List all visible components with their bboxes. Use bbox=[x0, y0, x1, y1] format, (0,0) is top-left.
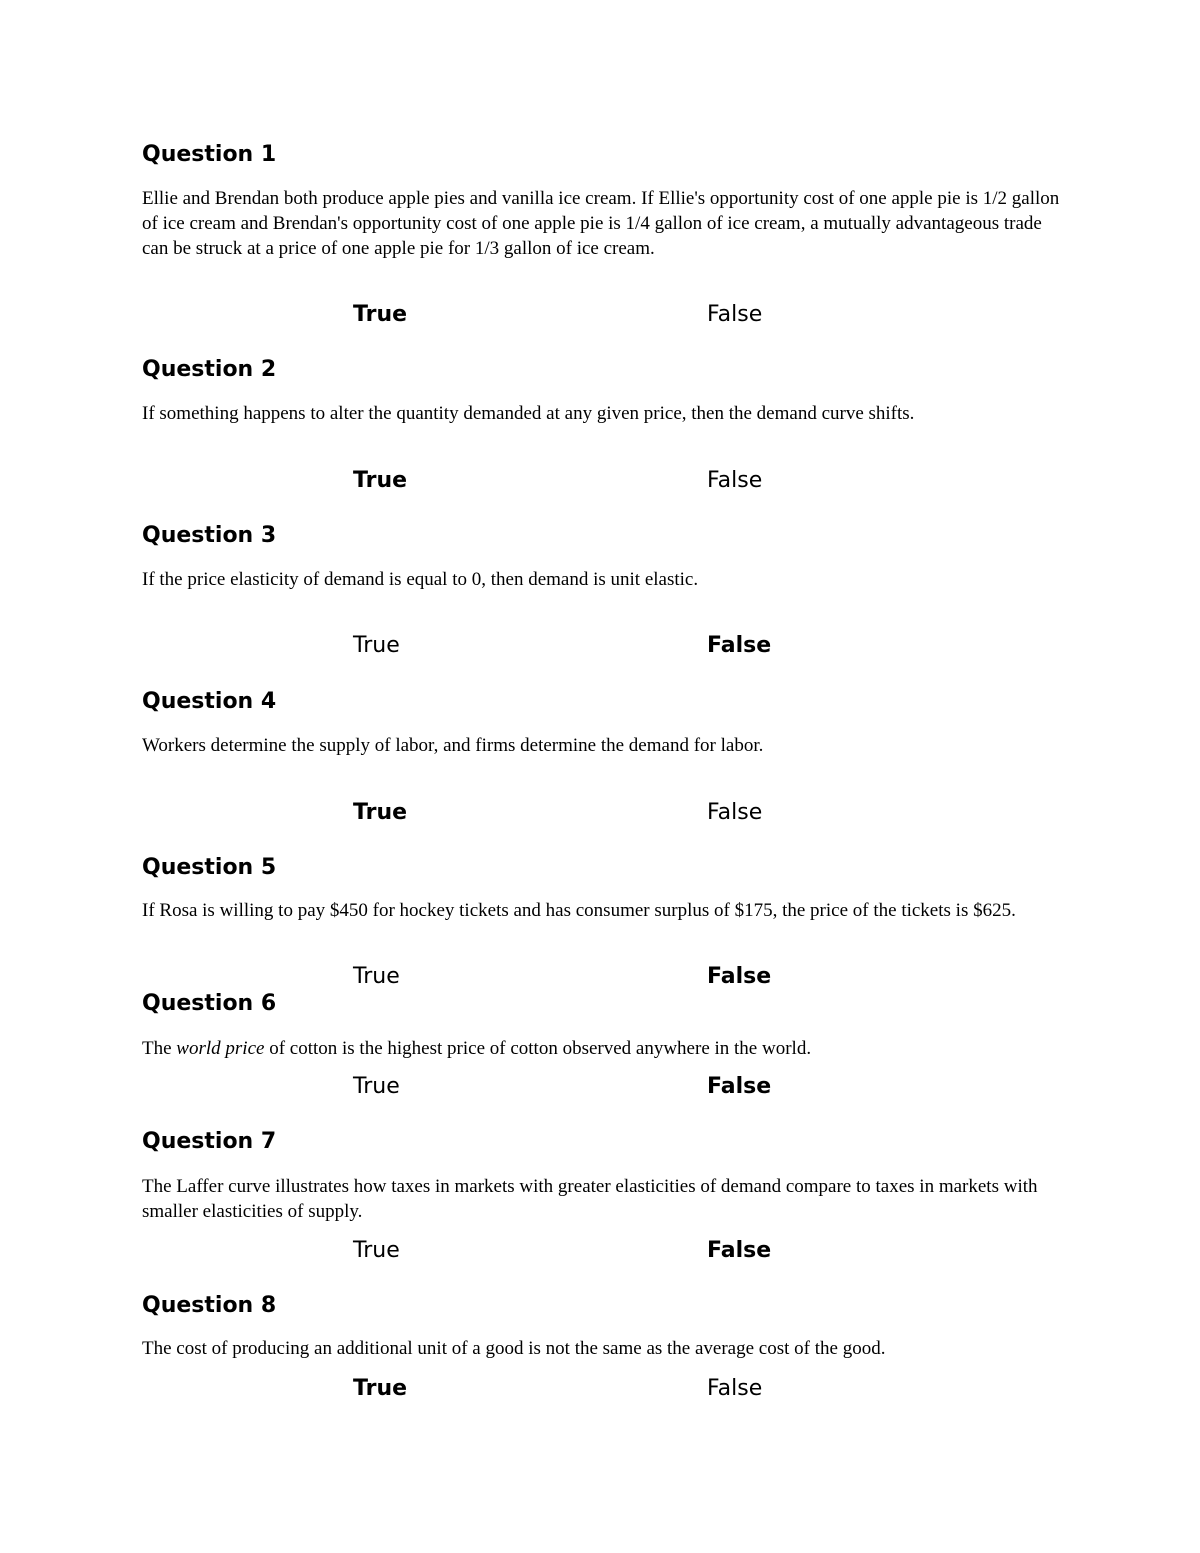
question-title: Question 7 bbox=[142, 1129, 277, 1154]
false-option[interactable]: False bbox=[707, 1074, 772, 1099]
question-text: The cost of producing an additional unit of a good is not the same as the average cost of the good. bbox=[142, 1338, 886, 1359]
true-option[interactable]: True bbox=[353, 1074, 400, 1099]
question-title: Question 1 bbox=[142, 142, 277, 167]
question-text: If the price elasticity of demand is equal to 0, then demand is unit elastic. bbox=[142, 569, 699, 590]
question-text-before: The bbox=[142, 1038, 177, 1059]
true-option[interactable]: True bbox=[353, 800, 408, 825]
false-option[interactable]: False bbox=[707, 633, 772, 658]
false-option[interactable]: False bbox=[707, 800, 763, 825]
true-option[interactable]: True bbox=[353, 633, 400, 658]
question-text: If something happens to alter the quantity demanded at any given price, then the demand curve shifts. bbox=[142, 403, 915, 424]
question-text-after: of cotton is the highest price of cotton observed anywhere in the world. bbox=[264, 1038, 812, 1059]
question-text-emphasis: world price bbox=[176, 1038, 265, 1059]
false-option[interactable]: False bbox=[707, 1376, 763, 1401]
question-title: Question 6 bbox=[142, 991, 277, 1016]
question-text: Ellie and Brendan both produce apple pies and vanilla ice cream. If Ellie's opportunity cost of one apple pie is 1/2 gallon of ice cream and Brendan's opportunity cost of one apple pie is 1/4 gallon of ice cream, a mutually advantageous trade can be struck at a price of one apple pie for 1/3 gallon of ice cream. bbox=[142, 188, 1060, 259]
true-option[interactable]: True bbox=[353, 1376, 408, 1401]
question-title: Question 5 bbox=[142, 855, 277, 880]
false-option[interactable]: False bbox=[707, 468, 763, 493]
question-text: The Laffer curve illustrates how taxes in markets with greater elasticities of demand compare to taxes in markets with smaller elasticities of supply. bbox=[142, 1176, 1038, 1222]
true-option[interactable]: True bbox=[353, 468, 408, 493]
true-option[interactable]: True bbox=[353, 1238, 400, 1263]
true-option[interactable]: True bbox=[353, 964, 400, 989]
false-option[interactable]: False bbox=[707, 964, 772, 989]
question-title: Question 4 bbox=[142, 689, 277, 714]
question-text: If Rosa is willing to pay $450 for hockey tickets and has consumer surplus of $175, the price of the tickets is $625. bbox=[142, 900, 1016, 921]
false-option[interactable]: False bbox=[707, 302, 763, 327]
question-title: Question 8 bbox=[142, 1293, 277, 1318]
question-text: Workers determine the supply of labor, and firms determine the demand for labor. bbox=[142, 735, 764, 756]
false-option[interactable]: False bbox=[707, 1238, 772, 1263]
question-title: Question 3 bbox=[142, 523, 277, 548]
question-title: Question 2 bbox=[142, 357, 277, 382]
true-option[interactable]: True bbox=[353, 302, 408, 327]
question-text bbox=[142, 1036, 1062, 1061]
